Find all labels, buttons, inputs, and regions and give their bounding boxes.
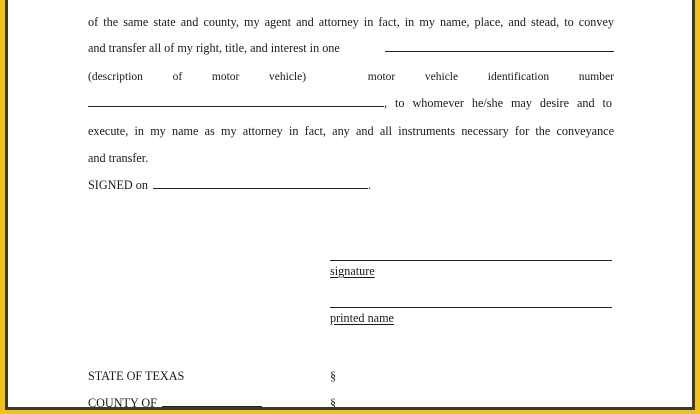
signed-on-label: SIGNED on: [88, 178, 148, 192]
signature-line[interactable]: [330, 260, 612, 261]
document-page: [8, 0, 692, 407]
paragraph-line-1: of the same state and county, my agent and attorney in fact, in my name, place, and stead, to convey: [88, 15, 614, 29]
signed-on-period: .: [367, 178, 372, 192]
line-3-word-7: identification: [487, 71, 550, 83]
printed-name-label: printed name: [330, 311, 394, 325]
county-section-mark: §: [330, 396, 337, 407]
paragraph-line-6: and transfer.: [88, 151, 149, 165]
paragraph-line-5: execute, in my name as my attorney in fact, any and all instruments necessary for the conveyance: [88, 124, 614, 138]
signed-date-blank[interactable]: [153, 178, 368, 189]
line-3-word-4: vehicle): [269, 71, 307, 83]
county-blank[interactable]: [162, 396, 262, 407]
signature-label: signature: [330, 264, 375, 278]
paragraph-line-4: [88, 96, 614, 110]
county-line: [88, 396, 262, 407]
line-3-word-3: motor: [211, 71, 240, 83]
vin-blank[interactable]: [88, 96, 384, 107]
paragraph-line-2: [88, 41, 614, 55]
vehicle-description-blank[interactable]: [385, 41, 614, 52]
paragraph-line-3: [88, 70, 614, 84]
paragraph-line-4-text: , to whomever he/she may desire and to: [384, 96, 612, 110]
state-section-mark: §: [330, 369, 337, 383]
signed-on-line: [88, 178, 371, 192]
line-3-word-5: motor: [367, 71, 396, 83]
state-label: STATE OF TEXAS: [88, 369, 185, 383]
printed-name-line[interactable]: [330, 307, 612, 308]
line-3-word-6: vehicle: [424, 71, 459, 83]
line-3-word-2: of: [172, 71, 183, 83]
county-label: COUNTY OF: [88, 396, 157, 407]
line-3-word-1: (description: [88, 71, 143, 83]
line-3-word-8: number: [578, 71, 614, 83]
paragraph-line-2-text: and transfer all of my right, title, and interest in one: [88, 41, 340, 55]
